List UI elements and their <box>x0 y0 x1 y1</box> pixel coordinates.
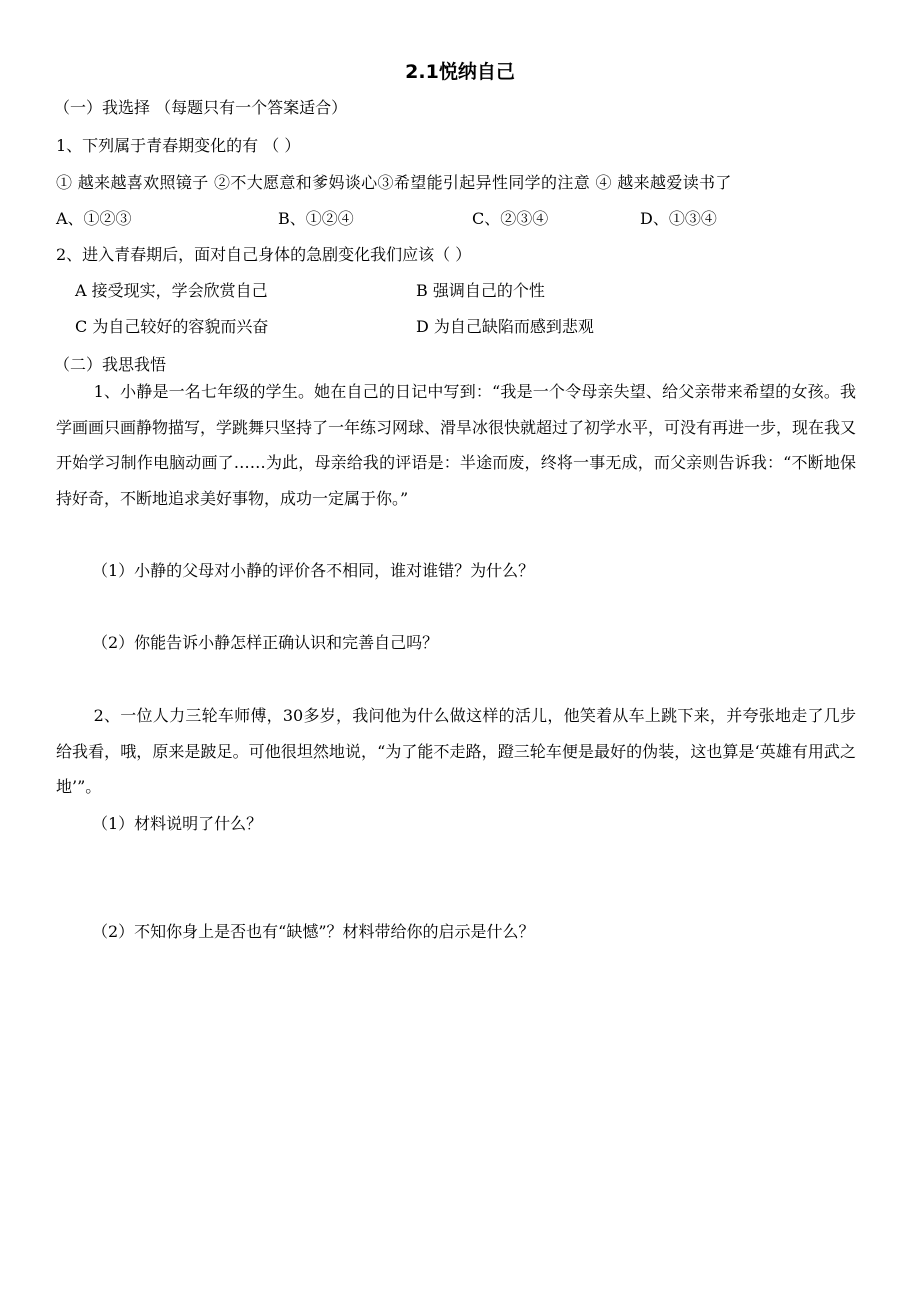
case-1-question-1: （1）小静的父母对小静的评价各不相同，谁对谁错？为什么？ <box>92 561 535 580</box>
case-1-question-2: （2）你能告诉小静怎样正确认识和完善自己吗？ <box>92 633 439 652</box>
case-2-question-2: （2）不知你身上是否也有“缺憾”？材料带给你的启示是什么？ <box>92 922 535 941</box>
question-2-stem: 2、进入青春期后，面对自己身体的急剧变化我们应该（ ） <box>56 245 472 264</box>
question-1-stem: 1、下列属于青春期变化的有 （ ） <box>56 136 301 155</box>
question-1-option-a: A、①②③ <box>56 209 132 228</box>
question-2-option-a: A 接受现实，学会欣赏自己 <box>75 281 268 300</box>
case-2-question-1: （1）材料说明了什么？ <box>92 814 263 833</box>
section-heading-reflect: （二）我思我悟 <box>54 355 167 374</box>
case-1-passage: 1、小静是一名七年级的学生。她在自己的日记中写到：“我是一个令母亲失望、给父亲带来希望的女孩。我学画画只画静物描写，学跳舞只坚持了一年练习网球、滑旱冰很快就超过了初学水平，可没有再进一步，现在我又开始学习制作电脑动画了……为此，母亲给我的评语是：半途而废，终将一事无成，而父亲则告诉我：“不断地保持好奇，不断地追求美好事物，成功一定属于你。” <box>56 382 857 508</box>
case-2-passage: 2、一位人力三轮车师傅，30多岁，我问他为什么做这样的活儿，他笑着从车上跳下来，并夸张地走了几步给我看，哦，原来是跛足。可他很坦然地说，“为了能不走路，蹬三轮车便是最好的伪装，这也算是‘英雄有用武之地’”。 <box>56 706 856 796</box>
question-1-items: ① 越来越喜欢照镜子 ②不大愿意和爹妈谈心③希望能引起异性同学的注意 ④ 越来越爱读书了 <box>56 173 732 192</box>
section-heading-choose: （一）我选择 （每题只有一个答案适合） <box>54 98 348 117</box>
question-1-option-c: C、②③④ <box>472 209 549 228</box>
question-1-option-b: B、①②④ <box>278 209 354 228</box>
question-2-option-c: C 为自己较好的容貌而兴奋 <box>75 317 269 336</box>
question-2-option-d: D 为自己缺陷而感到悲观 <box>416 317 594 336</box>
question-1-option-d: D、①③④ <box>640 209 717 228</box>
page-title: 2.1悦纳自己 <box>405 61 515 83</box>
question-2-option-b: B 强调自己的个性 <box>416 281 545 300</box>
